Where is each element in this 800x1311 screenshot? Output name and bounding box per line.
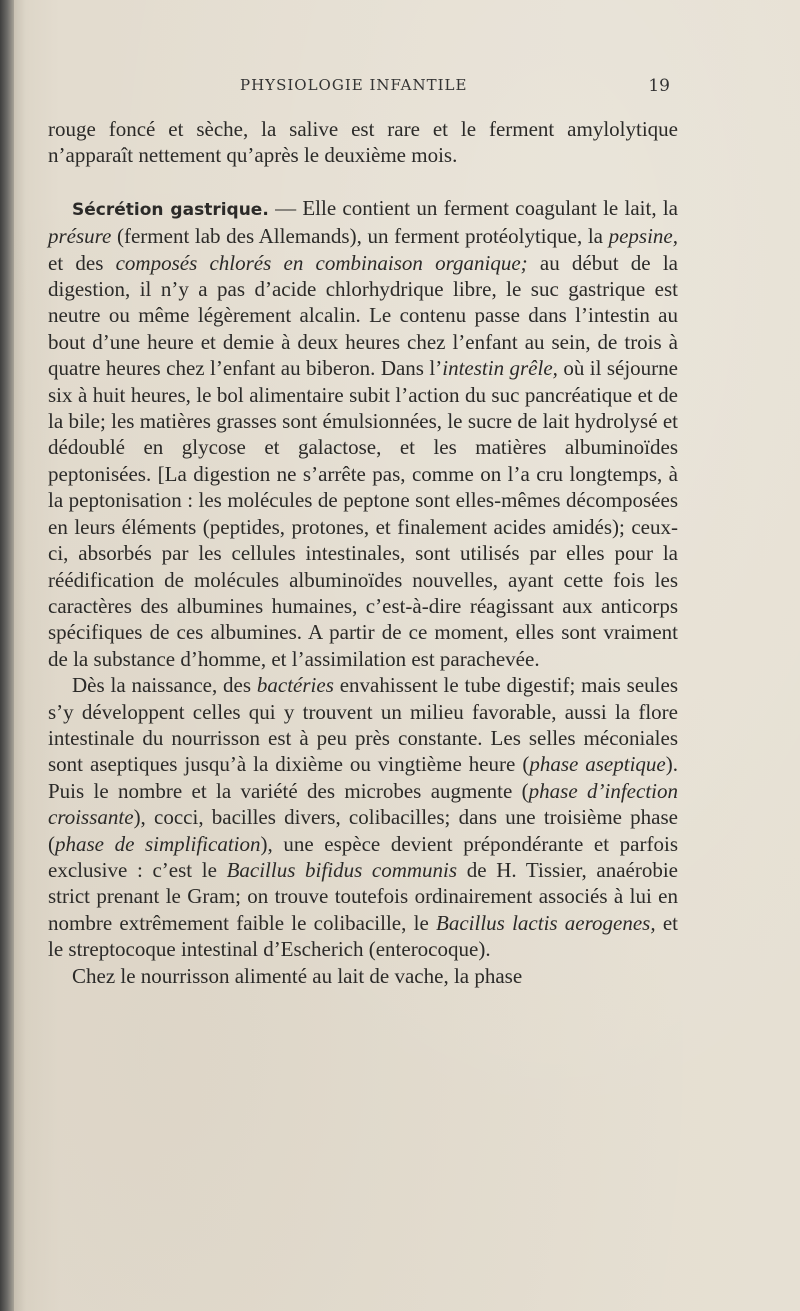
- text-run: envahissent le tube digestif; mais seules s’y développent celles qui y trouvent un milieu favorable, aussi la flore intestinale du nourrisson est à peu près constante. Les selles méconiales sont aseptiques jusqu’à la dixième ou vingtième heure (: [48, 673, 679, 777]
- italic-term: Bacillus lactis aerogenes,: [436, 910, 656, 935]
- text-run: de H. Tissier, anaérobie strict prenant le Gram; on trouve toutefois ordinairement associés à lui en nombre extrêmement faible le colibacille, le: [48, 857, 678, 935]
- text-run: ), une espèce devient prépondérante et parfois exclusive : c’est le: [48, 831, 678, 882]
- paragraph-gastric-secretion: [48, 195, 678, 672]
- paragraph-bacteria: [48, 672, 678, 962]
- text-run: — Elle contient un ferment coagulant le lait, la: [268, 195, 678, 220]
- body-text: [48, 116, 678, 989]
- italic-term: bactéries: [256, 673, 334, 698]
- paragraph-cow-milk: Chez le nourrisson alimenté au lait de vache, la phase: [72, 963, 523, 988]
- italic-term: Bacillus bifidus communis: [226, 857, 458, 882]
- text-run: et des: [48, 250, 116, 275]
- text-run: ). Puis le nombre et la variété des microbes augmente (: [48, 752, 678, 803]
- italic-term: phase de simplification: [55, 831, 261, 856]
- italic-term: phase d’infection croissante: [48, 778, 678, 830]
- italic-term: présure: [48, 224, 112, 249]
- running-header: [48, 76, 676, 100]
- book-spine: [0, 0, 14, 1311]
- text-run: où il séjourne six à huit heures, le bol alimentaire subit l’action du suc pancréatique et de la bile; les matières grasses sont émulsionnées, le sucre de lait hydrolysé et dédoublé en glycose et galactose, et les matières albuminoïdes peptonisées. [La digestion ne s’arrête pas, comme on l’a cru longtemps, à la peptonisation : les molécules de peptone sont elles-mêmes décomposées en leurs éléments (peptides, protones, et finalement acides amidés); ceux-ci, absorbés par les cellules intestinales, sont utilisés par elles pour la réédification de molécules albuminoïdes nouvelles, ayant cette fois les caractères des albumines humaines, c’est-à-dire réagissant aux anticorps spécifiques de ces albumines. A partir de ce moment, elles sont vraiment de la substance d’homme, et l’assimilation est parachevée.: [48, 356, 678, 671]
- text-run: (ferment lab des Allemands), un ferment protéolytique, la: [111, 224, 609, 249]
- page-number: 19: [648, 76, 670, 96]
- section-heading: Sécrétion gastrique.: [72, 199, 269, 220]
- text-run: ), cocci, bacilles divers, colibacilles; dans une troisième phase (: [48, 805, 678, 856]
- text-run: et le streptocoque intestinal d’Escherich (enterocoque).: [48, 910, 678, 962]
- italic-term: phase aseptique: [529, 752, 666, 777]
- text-run: au début de la digestion, il n’y a pas d’acide chlorhydrique libre, le suc gastrique est neutre ou même légèrement alcalin. Le contenu passe dans l’intestin au bout d’une heure et demie à deux heures chez l’enfant au sein, de trois à quatre heures chez l’enfant au biberon. Dans l’: [48, 250, 678, 381]
- running-title: PHYSIOLOGIE INFANTILE: [240, 76, 468, 94]
- paragraph-1: rouge foncé et sèche, la salive est rare et le ferment amylolytique n’apparaît nettement qu’après le deuxième mois.: [48, 117, 678, 168]
- italic-term: composés chlorés en combinaison organique;: [115, 250, 528, 275]
- italic-term: pepsine,: [608, 224, 678, 249]
- text-run: Dès la naissance, des: [72, 673, 257, 698]
- italic-term: intestin grêle,: [442, 356, 558, 381]
